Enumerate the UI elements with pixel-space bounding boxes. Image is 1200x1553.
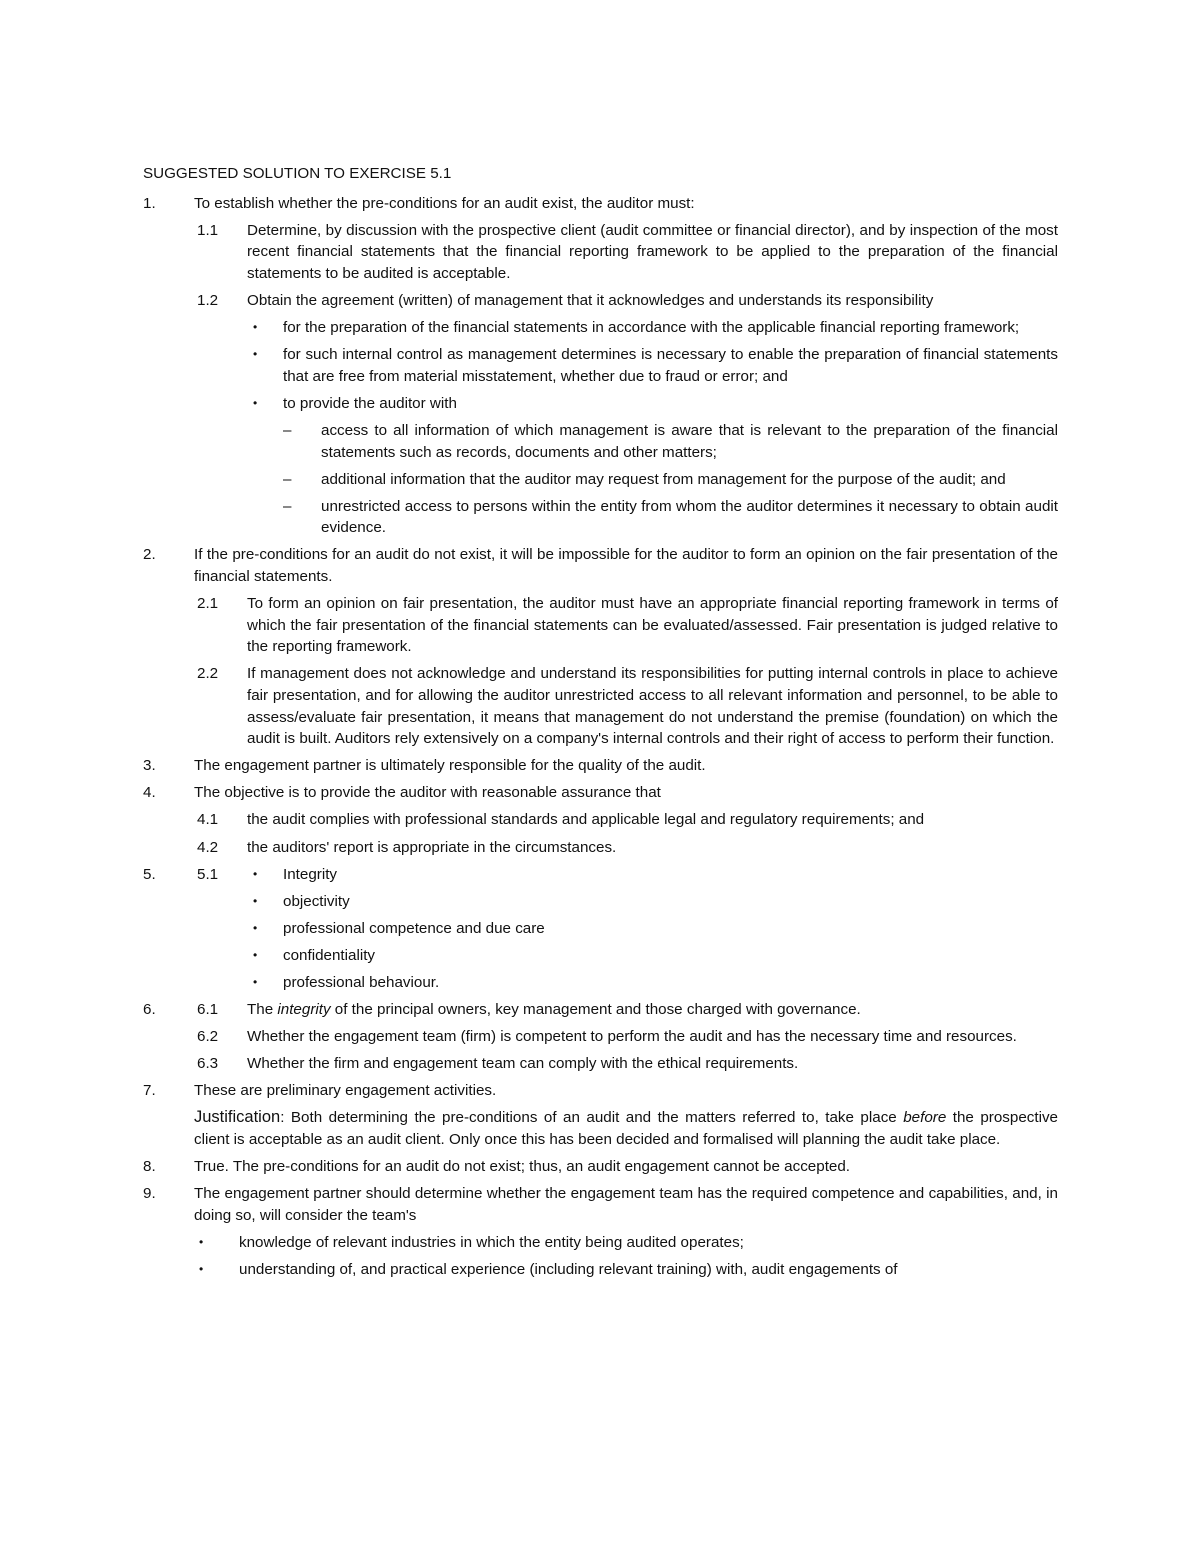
- answer-item-8: [143, 1156, 1058, 1178]
- dash-text: unrestricted access to persons within the entity from whom the auditor determines it necessary to obtain audit evidence.: [321, 497, 1058, 537]
- bullet-text: to provide the auditor with: [283, 394, 457, 412]
- bullet-icon: •: [253, 947, 258, 962]
- sub-item-2-2: [143, 663, 1058, 749]
- answer-item-3: [143, 755, 1058, 777]
- sub-item-number: 2.1: [197, 595, 219, 613]
- bullet-icon: •: [253, 866, 258, 881]
- sub-item-number: 4.2: [197, 838, 219, 856]
- sub-item-1-1: [143, 220, 1058, 285]
- item-text: The objective is to provide the auditor with reasonable assurance that: [194, 784, 661, 802]
- bullet-text: Integrity: [283, 865, 338, 883]
- answer-item-5: [143, 864, 1058, 886]
- item-text: The engagement partner is ultimately responsible for the quality of the audit.: [194, 757, 706, 775]
- answer-item-1: [143, 193, 1058, 215]
- dash-icon: –: [283, 470, 292, 488]
- dash-item: [143, 420, 1058, 463]
- sub-item-4-2: [143, 837, 1058, 859]
- bullet-item: [143, 918, 1058, 940]
- bullet-item: [143, 393, 1058, 415]
- dash-item: [143, 469, 1058, 491]
- text-run: The: [247, 1001, 278, 1019]
- item-number: 9.: [143, 1185, 156, 1203]
- sub-item-text: Obtain the agreement (written) of management that it acknowledges and understands its responsibility: [247, 291, 934, 309]
- item-text: The engagement partner should determine whether the engagement team has the required competence and capabilities, and, in doing so, will consider the team's: [194, 1185, 1058, 1224]
- item-number: 8.: [143, 1158, 156, 1176]
- bullet-icon: •: [253, 975, 258, 989]
- item-number: 1.: [143, 194, 156, 212]
- justification-label: Justification: [194, 1108, 281, 1127]
- sub-item-text: the auditors' report is appropriate in the circumstances.: [247, 838, 617, 856]
- item-number: 4.: [143, 784, 156, 802]
- text-run: the prospective client is acceptable as an audit client. Only once this has been decided and formalised will planning the audit take place.: [194, 1109, 1059, 1149]
- bullet-text: professional competence and due care: [283, 919, 545, 937]
- dash-icon: –: [283, 497, 292, 515]
- item-text: These are preliminary engagement activities.: [194, 1082, 497, 1100]
- dash-icon: –: [283, 421, 292, 439]
- text-run: : Both determining the pre-conditions of an audit and the matters referred to, take place: [280, 1109, 904, 1127]
- document-title: SUGGESTED SOLUTION TO EXERCISE 5.1: [143, 165, 452, 182]
- sub-item-number: 6.2: [197, 1028, 219, 1046]
- bullet-icon: •: [253, 893, 258, 908]
- bullet-text: for such internal control as management determines is necessary to enable the preparation of financial statements that are free from material misstatement, whether due to fraud or error; and: [283, 346, 1058, 385]
- sub-item-text: If management does not acknowledge and understand its responsibilities for putting internal controls in place to achieve fair presentation, and for allowing the auditor unrestricted access to all relevant information and personnel, to be able to assess/evaluate fair presentation, it means that management do not understand the premise (foundation) on which the audit is built. Auditors rely extensively on a company's internal controls and their right of access to perform their function.: [247, 665, 1058, 748]
- item-number: 5.: [143, 865, 156, 883]
- dash-text: access to all information of which management is aware that is relevant to the preparation of the financial statements such as records, documents and other matters;: [321, 421, 1058, 461]
- sub-item-number: 5.1: [197, 865, 219, 883]
- sub-item-1-2: [143, 290, 1058, 312]
- bullet-item: [143, 945, 1058, 967]
- bullet-item: [143, 891, 1058, 913]
- bullet-text: for the preparation of the financial statements in accordance with the applicable financial reporting framework;: [283, 319, 1020, 337]
- emphasis-text: before: [903, 1109, 947, 1127]
- sub-item-number: 4.1: [197, 811, 219, 829]
- bullet-text: objectivity: [283, 892, 350, 910]
- sub-item-number: 1.1: [197, 221, 219, 239]
- bullet-text: professional behaviour.: [283, 974, 440, 991]
- text-run: of the principal owners, key management and those charged with governance.: [330, 1001, 861, 1019]
- dash-item: [143, 496, 1058, 539]
- bullet-text: confidentiality: [283, 946, 376, 964]
- emphasis-text: integrity: [277, 1001, 331, 1019]
- bullet-icon: •: [199, 1262, 204, 1277]
- answer-item-4: [143, 782, 1058, 804]
- answer-item-7: [143, 1080, 1058, 1102]
- sub-item-number: 1.2: [197, 291, 219, 309]
- sub-item-number: 6.1: [197, 1001, 219, 1019]
- item-text: To establish whether the pre-conditions for an audit exist, the auditor must:: [194, 194, 695, 212]
- bullet-icon: •: [253, 347, 258, 362]
- bullet-item: [143, 344, 1058, 387]
- answer-item-9: [143, 1183, 1058, 1226]
- bullet-item: [143, 317, 1058, 339]
- bullet-item: [143, 1259, 1058, 1281]
- item-number: 6.: [143, 1001, 156, 1019]
- bullet-text: knowledge of relevant industries in which the entity being audited operates;: [239, 1233, 744, 1251]
- document-page: [143, 163, 1058, 1281]
- sub-item-number: 2.2: [197, 665, 219, 683]
- sub-item-2-1: [143, 593, 1058, 658]
- sub-item-6-2: [143, 1026, 1058, 1048]
- item-number: 2.: [143, 546, 156, 564]
- answer-item-2: [143, 544, 1058, 587]
- sub-item-6-3: [143, 1053, 1058, 1075]
- item-text: True. The pre-conditions for an audit do not exist; thus, an audit engagement cannot be accepted.: [194, 1158, 851, 1176]
- bullet-icon: •: [253, 395, 258, 410]
- sub-item-number: 6.3: [197, 1055, 219, 1073]
- sub-item-4-1: [143, 809, 1058, 831]
- item-number: 3.: [143, 757, 156, 775]
- answer-item-6: [143, 999, 1058, 1021]
- sub-item-text: To form an opinion on fair presentation, the auditor must have an appropriate financial reporting framework in terms of which the fair presentation of the financial statements can be evaluated/assessed. Fair presentation is judged relative to the reporting framework.: [247, 595, 1058, 656]
- sub-item-text: the audit complies with professional standards and applicable legal and regulatory requirements; and: [247, 811, 925, 829]
- sub-item-text: [247, 999, 1058, 1021]
- item-number: 7.: [143, 1082, 156, 1100]
- bullet-icon: •: [253, 320, 258, 335]
- bullet-item: [143, 1232, 1058, 1254]
- sub-item-text: Whether the firm and engagement team can comply with the ethical requirements.: [247, 1055, 799, 1073]
- item-text: If the pre-conditions for an audit do not exist, it will be impossible for the auditor to form an opinion on the fair presentation of the financial statements.: [194, 546, 1058, 585]
- dash-text: additional information that the auditor may request from management for the purpose of the audit; and: [321, 470, 1006, 488]
- bullet-icon: •: [253, 920, 258, 935]
- bullet-text: understanding of, and practical experience (including relevant training) with, audit engagements of: [239, 1261, 898, 1279]
- sub-item-text: Whether the engagement team (firm) is competent to perform the audit and has the necessary time and resources.: [247, 1028, 1017, 1046]
- bullet-item: [143, 972, 1058, 994]
- justification-paragraph: [194, 1107, 1058, 1150]
- bullet-icon: •: [199, 1234, 204, 1249]
- sub-item-text: Determine, by discussion with the prospective client (audit committee or financial director), and by inspection of the most recent financial statements that the financial reporting framework to be applied to the preparation of the financial statements to be audited is acceptable.: [247, 221, 1058, 282]
